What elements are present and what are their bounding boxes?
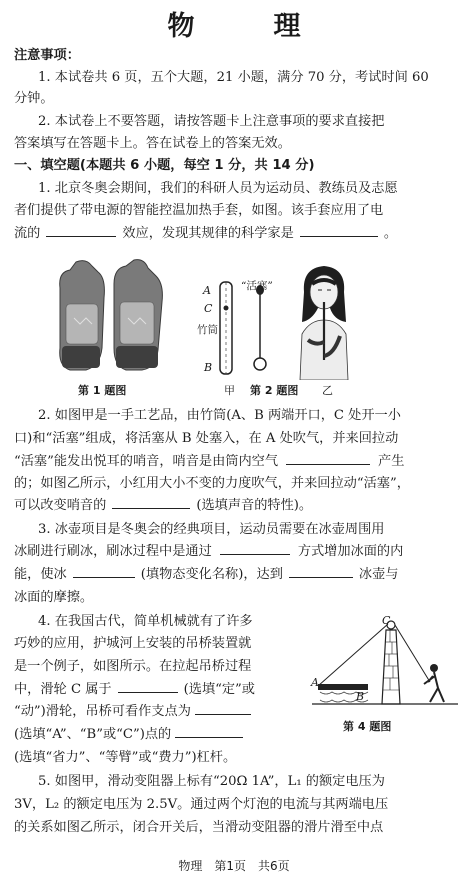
- q1-blank-1: [46, 223, 116, 237]
- q4-line-7: (选填“省力”、“等臂”或“费力”)杠杆。: [14, 750, 237, 765]
- q3-blank-3: [289, 564, 353, 578]
- fig4-caption: 第 4 题图: [343, 720, 392, 733]
- q1-blank-2: [300, 223, 378, 237]
- fig2-caption: 第 2 题图: [250, 384, 299, 397]
- q1-line-3: [14, 223, 454, 244]
- q2-text-b: 产生: [378, 454, 405, 469]
- section-1-heading: 一、填空题(本题共 6 小题，每空 1 分，共 14 分): [14, 158, 315, 173]
- q2-line-4: 的；如图乙所示，小红用大小不变的力度吹气，并来回拉动“活塞”，: [14, 476, 410, 491]
- fig4-label-a: A: [311, 676, 319, 689]
- q1-line-1: 1. 北京冬奥会期间，我们的科研人员为运动员、教练员及志愿: [38, 181, 398, 196]
- fig2-label-b: B: [204, 361, 213, 374]
- notice-1-line-1: 1. 本试卷共 6 页，五个大题，21 小题，满分 70 分，考试时间 60: [38, 70, 429, 85]
- fig4-label-b: B: [356, 690, 365, 703]
- fig4-label-c: C: [382, 614, 391, 627]
- q4-text-a: 中，滑轮 C 属于: [14, 682, 112, 697]
- q3-blank-1: [220, 541, 290, 555]
- q4-text-d: (选填“A”、“B”或“C”)点的: [14, 727, 172, 742]
- q4-text-b: (选填“定”或: [183, 682, 255, 697]
- q2-blank-1: [286, 451, 370, 465]
- fig2-jia-label: 甲: [224, 384, 235, 397]
- fig2-label-c: C: [204, 302, 213, 315]
- notice-heading: 注意事项：: [14, 48, 80, 63]
- q3-line-4: 冰面的摩擦。: [14, 590, 94, 605]
- q5-line-3: 的关系如图乙所示，闭合开关后，当滑动变阻器的滑片滑至中点: [14, 820, 384, 835]
- q2-text-c: 可以改变哨音的: [14, 498, 107, 513]
- q4-text-c: “动”)滑轮，吊桥可看作支点为: [14, 704, 191, 719]
- notice-1-line-2: 分钟。: [14, 91, 54, 106]
- q4-line-5: [14, 701, 306, 722]
- drawbridge-diagram: [312, 612, 458, 716]
- fig2-bamboo-label: 竹筒: [197, 324, 218, 336]
- page-footer: 物理 第1页 共6页: [178, 859, 290, 873]
- fig1-caption: 第 1 题图: [78, 384, 127, 397]
- q3-text-c: 能，使冰: [14, 567, 67, 582]
- q2-line-2: 口)和“活塞”组成，将活塞从 B 处塞入，在 A 处吹气，并来回拉动: [14, 431, 399, 446]
- q3-blank-2: [73, 564, 135, 578]
- q2-text-a: “活塞”能发出悦耳的哨音，哨音是由筒内空气: [14, 454, 279, 469]
- q4-blank-3: [175, 724, 243, 738]
- q1-text-c: 。: [383, 226, 397, 241]
- gloves-photo: [52, 258, 170, 376]
- q1-text-a: 流的: [14, 226, 41, 241]
- girl-playing-whistle-illustration: [290, 262, 358, 380]
- notice-2-line-1: 2. 本试卷上不要答题，请按答题卡上注意事项的要求直接把: [38, 114, 385, 129]
- page-title: 物 理: [167, 11, 327, 42]
- q4-blank-1: [118, 679, 178, 693]
- fig2-yi-label: 乙: [322, 384, 333, 397]
- q4-line-3: 是一个例子，如图所示。在拉起吊桥过程: [14, 659, 252, 674]
- q3-line-3: [14, 564, 454, 585]
- q2-text-d: (选填声音的特性)。: [196, 498, 313, 513]
- q2-line-5: [14, 495, 454, 516]
- notice-2-line-2: 答案填写在答题卡上。答在试卷上的答案无效。: [14, 136, 291, 151]
- q2-line-3: [14, 451, 454, 472]
- q3-text-e: 冰壶与: [358, 567, 399, 582]
- q4-line-2: 巧妙的应用，护城河上安装的吊桥装置就: [14, 636, 252, 651]
- q4-line-4: [14, 679, 306, 700]
- q4-line-6: [14, 724, 306, 745]
- q3-text-d: (填物态变化名称)，达到: [140, 567, 283, 582]
- q3-text-a: 冰刷进行刷冰，刷冰过程中是通过: [14, 544, 212, 559]
- q4-blank-2: [195, 701, 251, 715]
- q3-line-2: [14, 541, 454, 562]
- fig2-label-a: A: [203, 284, 211, 297]
- q2-line-1: 2. 如图甲是一手工艺品，由竹筒(A、B 两端开口，C 处开一小: [38, 408, 401, 423]
- q3-line-1: 3. 冰壶项目是冬奥会的经典项目，运动员需要在冰壶周围用: [38, 522, 385, 537]
- q4-line-1: 4. 在我国古代，简单机械就有了许多: [38, 614, 253, 629]
- q5-line-2: 3V，L₂ 的额定电压为 2.5V。通过两个灯泡的电流与其两端电压: [14, 797, 389, 812]
- q1-text-b: 效应，发现其规律的科学家是: [122, 226, 294, 241]
- q2-blank-2: [112, 495, 190, 509]
- q1-line-2: 者们提供了带电源的智能控温加热手套，如图。该手套应用了电: [14, 203, 384, 218]
- q3-text-b: 方式增加冰面的内: [297, 544, 404, 559]
- fig2-piston-label: “活塞”: [241, 280, 273, 292]
- q5-line-1: 5. 如图甲，滑动变阻器上标有“20Ω 1A”，L₁ 的额定电压为: [38, 774, 385, 789]
